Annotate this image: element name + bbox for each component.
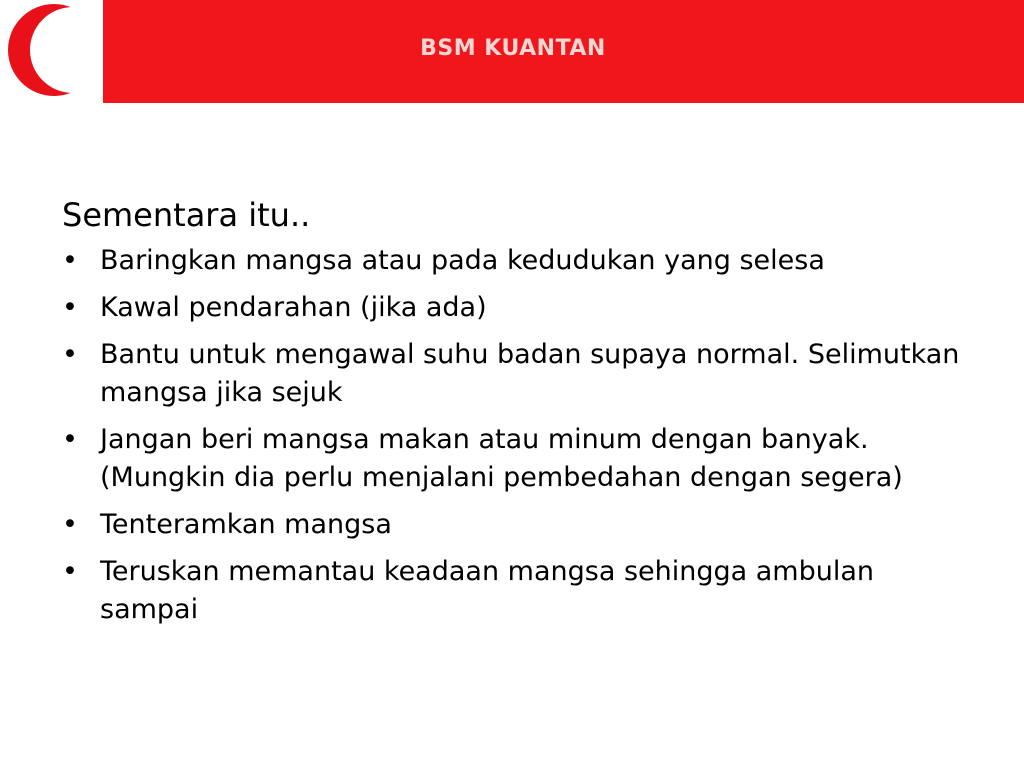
bullet-item: [62, 506, 972, 544]
bullet-icon: •: [62, 339, 78, 370]
bullet-text: Tenteramkan mangsa: [100, 509, 392, 540]
bullet-icon: •: [62, 424, 78, 455]
bullet-text: Kawal pendarahan (jika ada): [100, 292, 487, 323]
bullet-icon: •: [62, 509, 78, 540]
bullet-item: [62, 336, 972, 412]
bullet-item: [62, 289, 972, 327]
bullet-item: [62, 421, 972, 497]
red-crescent-icon: [0, 0, 103, 103]
header-title: BSM KUANTAN: [420, 36, 606, 61]
slide-content: [62, 192, 972, 638]
red-crescent-logo-graphic: [0, 0, 103, 103]
bullet-list: [62, 242, 972, 629]
bullet-item: [62, 242, 972, 280]
bullet-text: Baringkan mangsa atau pada kedudukan yang selesa: [100, 245, 825, 276]
bullet-item: [62, 553, 972, 629]
slide-heading: Sementara itu..: [62, 196, 311, 234]
bullet-text: Jangan beri mangsa makan atau minum dengan banyak. (Mungkin dia perlu menjalani pembedahan dengan segera): [100, 424, 903, 493]
bullet-icon: •: [62, 292, 78, 323]
header-bar: [103, 0, 1024, 103]
bullet-text: Bantu untuk mengawal suhu badan supaya normal. Selimutkan mangsa jika sejuk: [100, 339, 960, 408]
bullet-text: Teruskan memantau keadaan mangsa sehingga ambulan sampai: [100, 556, 875, 625]
bullet-icon: •: [62, 556, 78, 587]
bullet-icon: •: [62, 245, 78, 276]
